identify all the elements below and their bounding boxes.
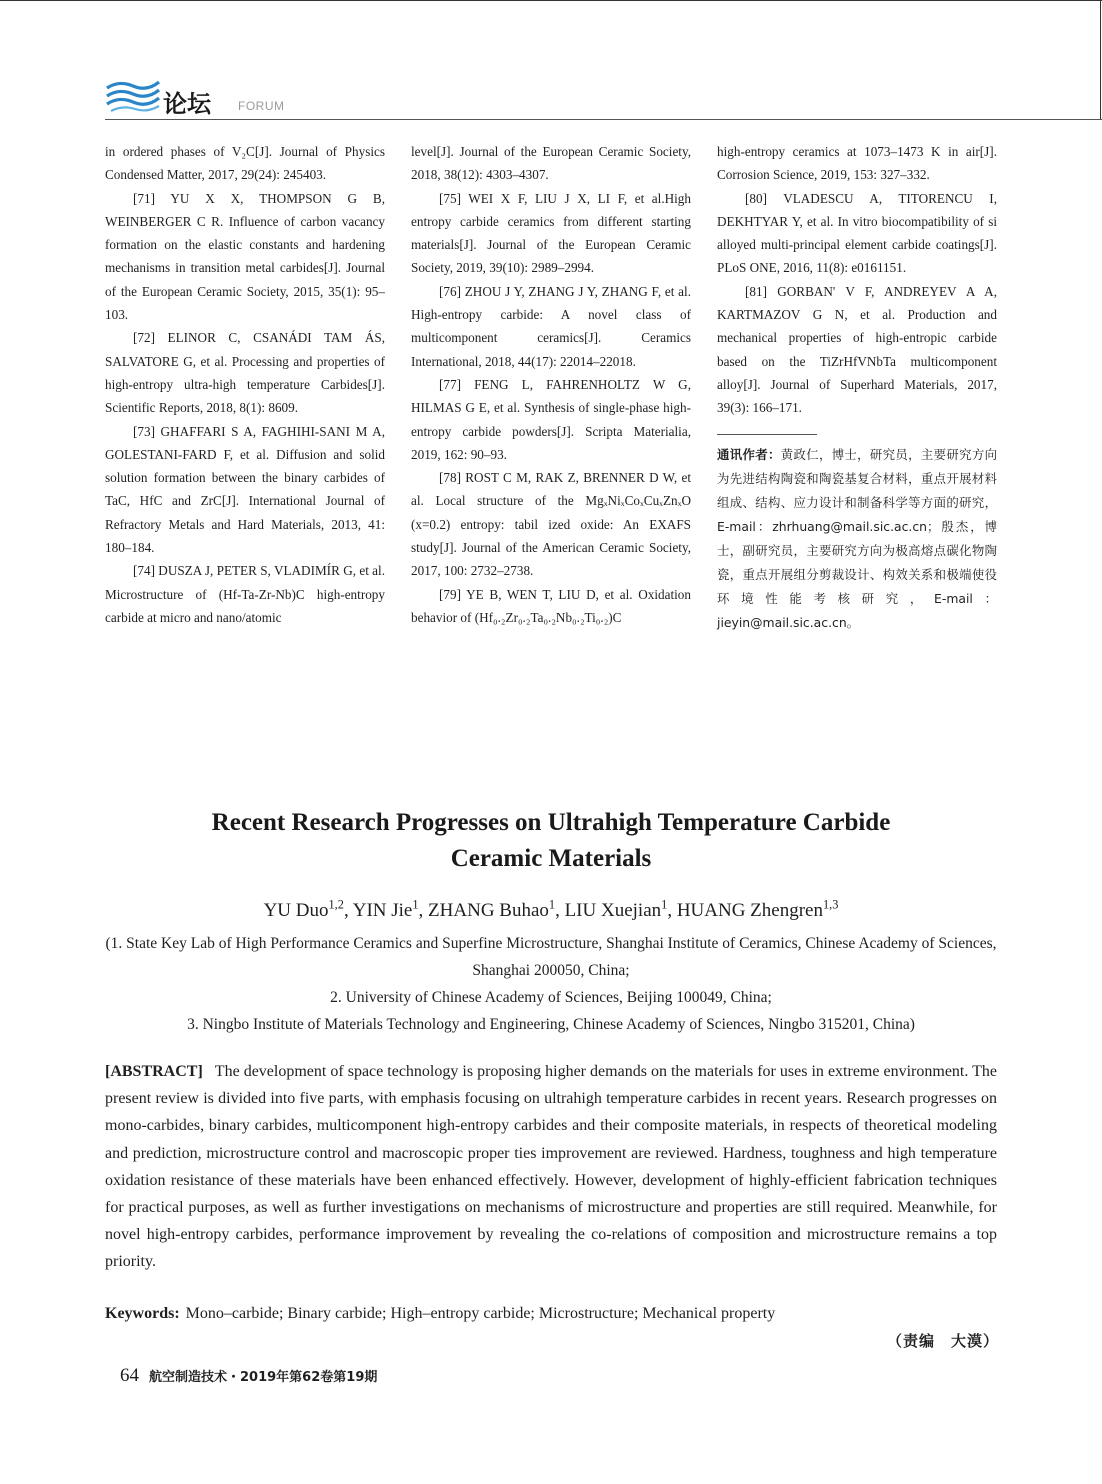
abstract bbox=[105, 1058, 997, 1276]
keywords bbox=[105, 1301, 997, 1327]
reference-entry: [77] FENG L, FAHRENHOLTZ W G, HILMAS G E, et al. Synthesis of single-phase high-entropy carbide powders[J]. Scripta Materialia, 2019, 162: 90–93. bbox=[411, 376, 691, 462]
author-name: LIU Xuejian bbox=[564, 900, 662, 921]
section-title-cn: 论坛 bbox=[163, 90, 211, 118]
author-separator: , bbox=[418, 900, 429, 921]
references-column-2 bbox=[411, 140, 691, 629]
references-list bbox=[717, 140, 997, 420]
author-affiliation-marker: 1 bbox=[412, 897, 419, 912]
reference-entry: level[J]. Journal of the European Ceramic Society, 2018, 38(12): 4303–4307. bbox=[411, 144, 691, 183]
author-affiliation-marker: 1,2 bbox=[328, 897, 344, 912]
references-column-1 bbox=[105, 140, 385, 629]
top-border-line bbox=[0, 0, 1102, 1]
footnote-divider bbox=[717, 434, 817, 435]
page-footer bbox=[120, 1365, 377, 1387]
journal-info: 航空制造技术・2019年第62卷第19期 bbox=[149, 1370, 378, 1385]
author-affiliation-marker: 1 bbox=[548, 897, 556, 912]
reference-entry: [79] YE B, WEN T, LIU D, et al. Oxidation behavior of (Hf₀.₂Zr₀.₂Ta₀.₂Nb₀.₂Ti₀.₂)C bbox=[411, 586, 691, 625]
corresponding-author-note bbox=[717, 443, 997, 635]
waves-logo-icon bbox=[105, 78, 161, 114]
author-name: HUANG Zhengren bbox=[676, 900, 823, 921]
header-divider bbox=[105, 119, 1102, 120]
author-affiliation-marker: 1,3 bbox=[822, 897, 839, 912]
page-header bbox=[105, 78, 1102, 122]
page-number: 64 bbox=[120, 1365, 139, 1386]
affiliations bbox=[105, 930, 997, 1038]
section-title-en: FORUM bbox=[238, 99, 285, 113]
reference-entry: [78] ROST C M, RAK Z, BRENNER D W, et al. Local structure of the MgₓNiₓCoₓCuₓZnₓO (x=0.2) entropy: tabil ized oxide: An EXAFS study[J]. Journal of the American Ceramic Society, 2017, 100: 2732–2738. bbox=[411, 470, 691, 579]
author-separator: , bbox=[555, 900, 565, 921]
affiliation-2: 2. University of Chinese Academy of Sciences, Beijing 100049, China; bbox=[330, 989, 772, 1006]
author-name: ZHANG Buhao bbox=[428, 900, 549, 921]
abstract-label: [ABSTRACT] bbox=[105, 1063, 203, 1080]
keywords-text: Mono–carbide; Binary carbide; High–entropy carbide; Microstructure; Mechanical property bbox=[185, 1305, 776, 1322]
affiliation-1: (1. State Key Lab of High Performance Ceramics and Superfine Microstructure, Shanghai Institute of Ceramics, Chinese Academy of Sciences, Shanghai 200050, China; bbox=[105, 935, 997, 979]
author-name: YU Duo bbox=[263, 900, 329, 921]
reference-entry: [71] YU X X, THOMPSON G B, WEINBERGER C R. Influence of carbon vacancy formation on the elastic constants and hardening mechanisms in transition metal carbides[J]. Journal of the European Ceramic Society, 2015, 35(1): 95–103. bbox=[105, 190, 385, 323]
reference-entry: [73] GHAFFARI S A, FAGHIHI-SANI M A, GOLESTANI-FARD F, et al. Diffusion and solid solution formation between the binary carbides of TaC, HfC and ZrC[J]. International Journal of Refractory Metals and Hard Materials, 2013, 41: 180–184. bbox=[105, 423, 385, 556]
article-title bbox=[105, 805, 997, 877]
abstract-text: The development of space technology is proposing higher demands on the materials for uses in extreme environment. The present review is divided into five parts, with emphasis focusing on ultrahigh temperature carbides in recent years. Research progresses on mono-carbides, binary carbides, multicomponent high-entropy carbides and their composite materials, in respects of theoretical modeling and prediction, microstructure control and macroscopic proper ties improvement are reviewed. Hardness, toughness and high temperature oxidation resistance of these materials have been enhanced effectively. However, development of highly-efficient fabrication techniques for practical purposes, as well as further investigations on mechanisms of microstructure and properties are still required. Meanwhile, for novel high-entropy carbides, performance improvement by revealing the co-relations of composition and microstructure remains a top priority. bbox=[105, 1063, 997, 1271]
author-separator: , bbox=[343, 900, 353, 921]
reference-entry: [80] VLADESCU A, TITORENCU I, DEKHTYAR Y, et al. In vitro biocompatibility of si alloyed multi-principal element carbide coatings[J]. PLoS ONE, 2016, 11(8): e0161151. bbox=[717, 190, 997, 276]
author-separator: , bbox=[667, 900, 677, 921]
reference-entry: [74] DUSZA J, PETER S, VLADIMÍR G, et al. Microstructure of (Hf-Ta-Zr-Nb)C high-entropy carbide at micro and nano/atomic bbox=[105, 563, 385, 625]
affiliation-3: 3. Ningbo Institute of Materials Technology and Engineering, Chinese Academy of Sciences, Ningbo 315201, China) bbox=[187, 1016, 915, 1033]
keywords-label: Keywords: bbox=[105, 1305, 180, 1322]
author-affiliation-marker: 1 bbox=[661, 897, 668, 912]
reference-entry: [72] ELINOR C, CSANÁDI TAM ÁS, SALVATORE G, et al. Processing and properties of high-entropy ultra-high temperature Carbides[J]. Scientific Reports, 2018, 8(1): 8609. bbox=[105, 330, 385, 416]
author-name: YIN Jie bbox=[352, 900, 413, 921]
corresponding-author-label: 通讯作者： bbox=[717, 446, 781, 462]
author-list bbox=[105, 898, 997, 924]
corresponding-author-text: 黄政仁，博士，研究员，主要研究方向为先进结构陶瓷和陶瓷基复合材料，重点开展材料组成、结构、应力设计和制备科学等方面的研究，E-mail：zhrhuang@mail.sic.ac.cn；殷杰，博士，副研究员，主要研究方向为极高熔点碳化物陶瓷，重点开展组分剪裁设计、构效关系和极端使役环境性能考核研究，E-mail：jieyin@mail.sic.ac.cn。 bbox=[717, 446, 998, 630]
reference-entry: [76] ZHOU J Y, ZHANG J Y, ZHANG F, et al. High-entropy carbide: A novel class of multicomponent ceramics[J]. Ceramics International, 2018, 44(17): 22014–22018. bbox=[411, 283, 691, 369]
references-column-3 bbox=[717, 140, 997, 635]
article-title-line-1: Recent Research Progresses on Ultrahigh Temperature Carbide bbox=[211, 809, 891, 836]
editor-credit: （责编 大漠） bbox=[886, 1332, 999, 1350]
reference-entry: high-entropy ceramics at 1073–1473 K in air[J]. Corrosion Science, 2019, 153: 327–332. bbox=[717, 144, 997, 183]
reference-entry: in ordered phases of V₂C[J]. Journal of Physics Condensed Matter, 2017, 29(24): 245403. bbox=[105, 144, 385, 183]
reference-entry: [81] GORBAN' V F, ANDREYEV A A, KARTMAZOV G N, et al. Production and mechanical properties of high-entropic carbide based on the TiZrHfVNbTa multicomponent alloy[J]. Journal of Superhard Materials, 2017, 39(3): 166–171. bbox=[717, 283, 997, 416]
reference-entry: [75] WEI X F, LIU J X, LI F, et al.High entropy carbide ceramics from different starting materials[J]. Journal of the European Ceramic Society, 2019, 39(10): 2989–2994. bbox=[411, 190, 691, 276]
article-title-line-2: Ceramic Materials bbox=[450, 845, 652, 872]
